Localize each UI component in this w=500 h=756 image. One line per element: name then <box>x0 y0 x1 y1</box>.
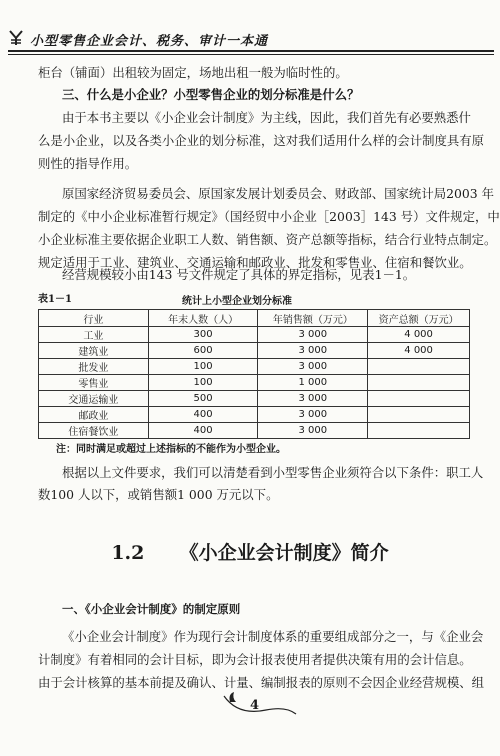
column-header: 行业 <box>39 310 149 327</box>
paragraph-line: 则性的指导作用。 <box>38 156 138 171</box>
paragraph-line: 由于会计核算的基本前提及确认、计量、编制报表的原则不会因企业经营规模、组 <box>38 675 485 690</box>
table-cell: 3 000 <box>258 423 368 439</box>
table-row <box>39 423 470 439</box>
paragraph-line: 么是小企业，以及各类小企业的划分标准，这对我们适用什么样的会计制度具有原 <box>38 133 485 148</box>
table-cell: 零售业 <box>39 375 149 391</box>
page-ornament-icon <box>220 690 300 720</box>
book-logo-icon <box>8 29 24 47</box>
section-number: 1.2 <box>111 542 145 564</box>
table-cell: 3 000 <box>258 343 368 359</box>
paragraph-line: 经营规模较小由143 号文件规定了具体的界定指标，见表1－1。 <box>62 267 416 282</box>
table-cell: 建筑业 <box>39 343 149 359</box>
table-cell: 300 <box>148 327 258 343</box>
paragraph-line: 原国家经济贸易委员会、原国家发展计划委员会、财政部、国家统计局2003 年 <box>62 186 494 201</box>
table-cell: 400 <box>148 407 258 423</box>
header-rule <box>8 50 494 52</box>
table-cell: 100 <box>148 375 258 391</box>
table-cell <box>368 359 470 375</box>
paragraph-line: 根据以上文件要求，我们可以清楚看到小型零售企业须符合以下条件：职工人 <box>62 465 484 480</box>
paragraph-line: 制定的《中小企业标准暂行规定》（国经贸中小企业［2003］143 号）文件规定，中 <box>38 209 500 224</box>
table-row <box>39 327 470 343</box>
table-cell: 3 000 <box>258 407 368 423</box>
column-header: 资产总额（万元） <box>368 310 470 327</box>
table-cell <box>368 375 470 391</box>
table-row <box>39 375 470 391</box>
table-cell: 交通运输业 <box>39 391 149 407</box>
column-header: 年销售额（万元） <box>258 310 368 327</box>
table-label: 表1－1 <box>38 294 72 305</box>
paragraph-line: 小企业标准主要依据企业职工人数、销售额、资产总额等指标，结合行业特点制定。 <box>38 232 497 247</box>
subheading: 三、什么是小企业？小型零售企业的划分标准是什么？ <box>62 87 360 102</box>
paragraph-line: 由于本书主要以《小企业会计制度》为主线，因此，我们首先有必要熟悉什 <box>62 110 471 125</box>
table-cell: 批发业 <box>39 359 149 375</box>
table-cell: 400 <box>148 423 258 439</box>
header-title: 小型零售企业会计、税务、审计一本通 <box>30 34 269 49</box>
header-rule-thin <box>8 54 494 55</box>
paragraph-line: 柜台（铺面）出租较为固定，场地出租一般为临时性的。 <box>38 65 348 80</box>
table-cell: 600 <box>148 343 258 359</box>
table-note: 注：同时满足或超过上述指标的不能作为小型企业。 <box>56 444 286 455</box>
table-row <box>39 343 470 359</box>
paragraph-line: 《小企业会计制度》作为现行会计制度体系的重要组成部分之一，与《企业会 <box>62 629 484 644</box>
table-cell <box>368 407 470 423</box>
paragraph-line: 数100 人以下，或销售额1 000 万元以下。 <box>38 487 279 502</box>
table-cell: 1 000 <box>258 375 368 391</box>
table-row <box>39 359 470 375</box>
paragraph-line: 规定适用于工业、建筑业、交通运输和邮政业、批发和零售业、住宿和餐饮业。 <box>38 255 472 270</box>
table-row <box>39 391 470 407</box>
column-header: 年末人数（人） <box>148 310 258 327</box>
table-header-row <box>39 310 470 327</box>
subheading: 一、《小企业会计制度》的制定原则 <box>62 602 241 616</box>
table-cell: 4 000 <box>368 343 470 359</box>
page-number-ornament <box>220 690 300 720</box>
classification-table <box>38 309 470 439</box>
table-cell <box>368 391 470 407</box>
table-cell: 3 000 <box>258 359 368 375</box>
table-cell: 500 <box>148 391 258 407</box>
table-cell: 100 <box>148 359 258 375</box>
page-number: 4 <box>250 698 260 713</box>
table-cell: 3 000 <box>258 391 368 407</box>
table-cell: 工业 <box>39 327 149 343</box>
section-title: 《小企业会计制度》简介 <box>179 542 389 564</box>
table-cell <box>368 423 470 439</box>
table-row <box>39 407 470 423</box>
table-cell: 3 000 <box>258 327 368 343</box>
table-cell: 4 000 <box>368 327 470 343</box>
table-cell: 邮政业 <box>39 407 149 423</box>
paragraph-line: 计制度》有着相同的会计目标，即为会计报表使用者提供决策有用的会计信息。 <box>38 652 472 667</box>
running-header <box>8 28 494 50</box>
table-caption: 统计上小型企业划分标准 <box>182 296 292 307</box>
table-cell: 住宿餐饮业 <box>39 423 149 439</box>
section-heading <box>0 538 500 565</box>
